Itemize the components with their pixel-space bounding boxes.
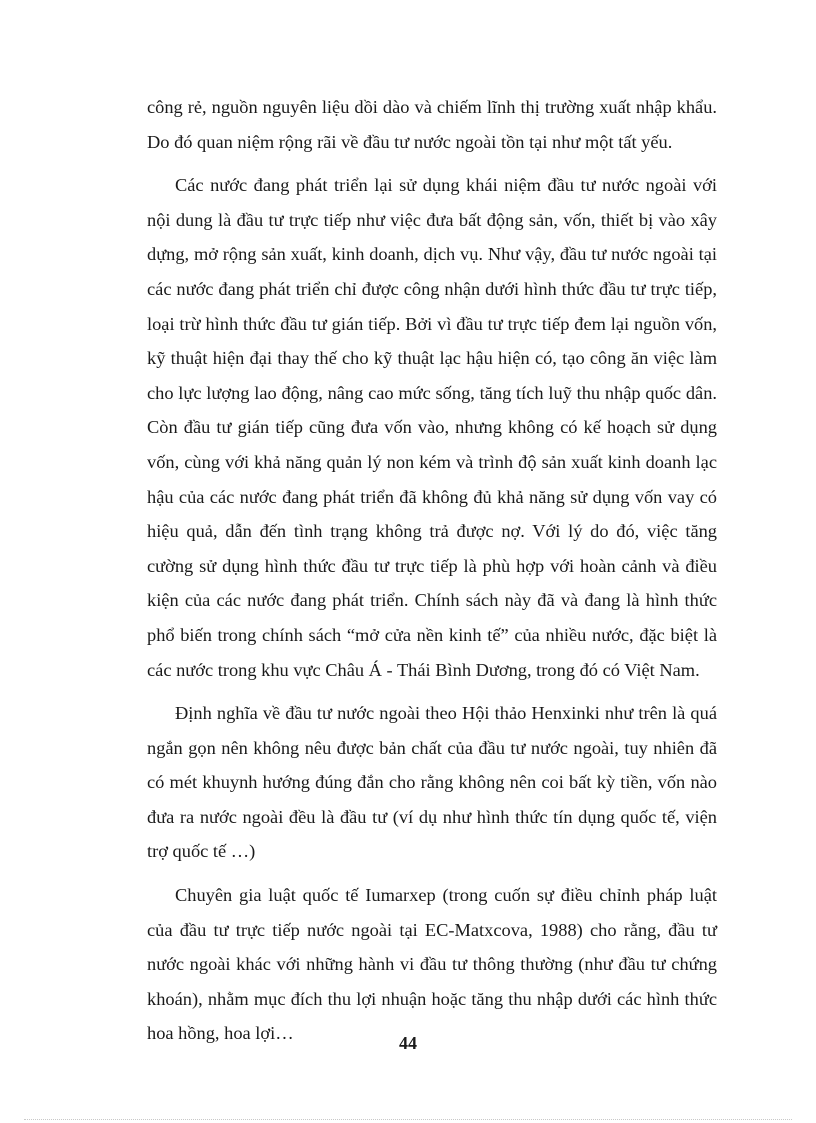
paragraph-iumarxep-view: Chuyên gia luật quốc tế Iumarxep (trong cuốn sự điều chỉnh pháp luật của đầu tư trực tiếp nước ngoài tại EC-Matxcova, 1988) cho rằng, đầu tư nước ngoài khác với những hành vi đầu tư thông thường (như đầu tư chứng khoán), nhằm mục đích thu lợi nhuận hoặc tăng thu nhập dưới các hình thức hoa hồng, hoa lợi… <box>147 885 717 1044</box>
paragraph-henxinki-definition: Định nghĩa về đầu tư nước ngoài theo Hội thảo Henxinki như trên là quá ngắn gọn nên không nêu được bản chất của đầu tư nước ngoài, tuy nhiên đã có mét khuynh hướng đúng đắn cho rằng không nên coi bất kỳ tiền, vốn nào đưa ra nước ngoài đều là đầu tư (ví dụ như hình thức tín dụng quốc tế, viện trợ quốc tế …) <box>147 703 717 862</box>
page-bottom-divider <box>24 1119 792 1120</box>
page-number: 44 <box>399 1033 417 1053</box>
paragraph-developing-countries: Các nước đang phát triển lại sử dụng khái niệm đầu tư nước ngoài với nội dung là đầu tư trực tiếp như việc đưa bất động sản, vốn, thiết bị vào xây dựng, mở rộng sản xuất, kinh doanh, dịch vụ. Như vậy, đầu tư nước ngoài tại các nước đang phát triển chỉ được công nhận dưới hình thức đầu tư trực tiếp, loại trừ hình thức đầu tư gián tiếp. Bởi vì đầu tư trực tiếp đem lại nguồn vốn, kỹ thuật hiện đại thay thế cho kỹ thuật lạc hậu hiện có, tạo công ăn việc làm cho lực lượng lao động, nâng cao mức sống, tăng tích luỹ thu nhập quốc dân. Còn đầu tư gián tiếp cũng đưa vốn vào, nhưng không có kế hoạch sử dụng vốn, cùng với khả năng quản lý non kém và trình độ sản xuất kinh doanh lạc hậu của các nước đang phát triển đã không đủ khả năng sử dụng vốn vay có hiệu quả, dẫn đến tình trạng không trả được nợ. Với lý do đó, việc tăng cường sử dụng hình thức đầu tư trực tiếp là phù hợp với hoàn cảnh và điều kiện của các nước đang phát triển. Chính sách này đã và đang là hình thức phổ biến trong chính sách “mở cửa nền kinh tế” của nhiều nước, đặc biệt là các nước trong khu vực Châu Á - Thái Bình Dương, trong đó có Việt Nam. <box>147 175 717 680</box>
body-text <box>147 90 717 1060</box>
paragraph-continuation: công rẻ, nguồn nguyên liệu dồi dào và chiếm lĩnh thị trường xuất nhập khẩu. Do đó quan niệm rộng rãi về đầu tư nước ngoài tồn tại như một tất yếu. <box>147 97 717 152</box>
